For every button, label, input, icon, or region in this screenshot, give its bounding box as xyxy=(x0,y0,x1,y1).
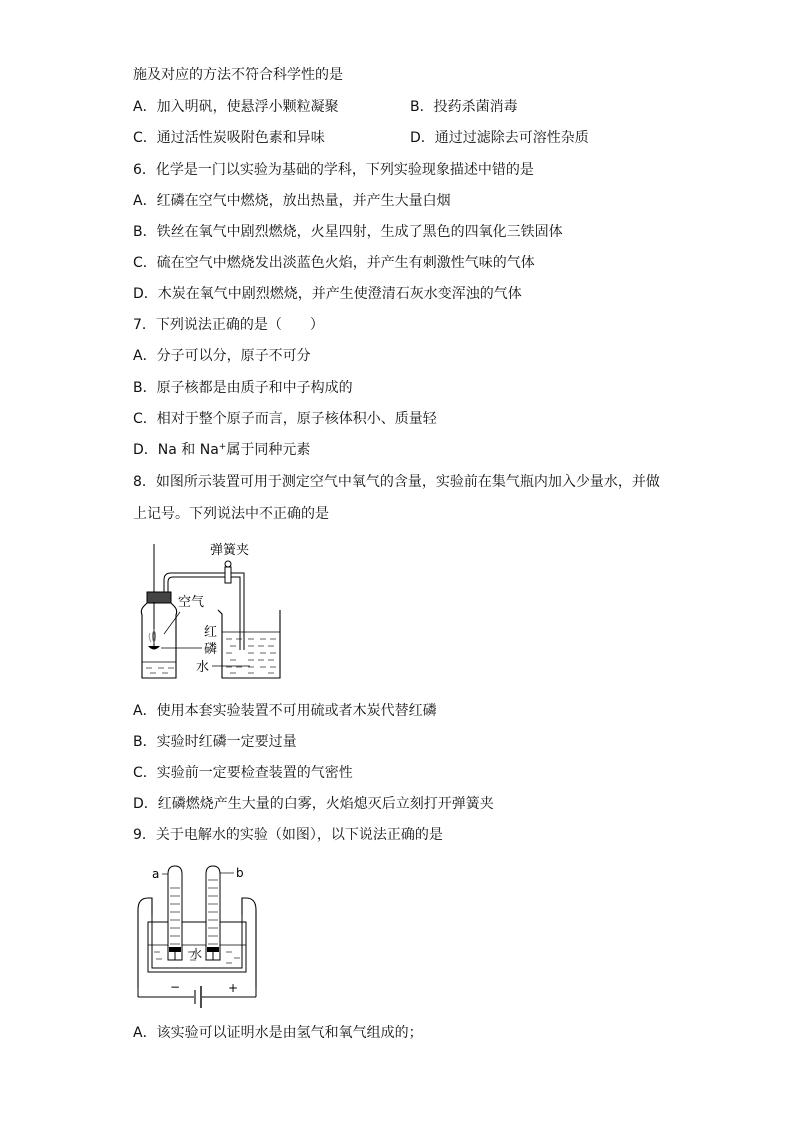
q7-option-b: B．原子核都是由质子和中子构成的 xyxy=(133,380,353,396)
q9-option-a: A．该实验可以证明水是由氢气和氧气组成的； xyxy=(133,1025,423,1041)
q7-option-d-superscript: + xyxy=(218,442,227,452)
q6-option-d: D．木炭在氧气中剧烈燃烧，并产生使澄清石灰水变浑浊的气体 xyxy=(133,286,522,302)
q6-option-b: B．铁丝在氧气中剧烈燃烧，火星四射，生成了黑色的四氧化三铁固体 xyxy=(133,224,563,240)
phosphorus-apparatus-figure xyxy=(130,540,290,685)
tube-b-label: b xyxy=(236,866,244,880)
q7-option-a: A．分子可以分，原子不可分 xyxy=(133,348,311,364)
q8-option-b: B．实验时红磷一定要过量 xyxy=(133,734,297,750)
positive-terminal-label: + xyxy=(228,981,239,995)
electrolysis-apparatus-figure xyxy=(130,860,265,1010)
q7-option-d xyxy=(133,441,310,459)
tube-a-label: a xyxy=(152,867,160,881)
q7-option-d-pre: D．Na 和 Na xyxy=(133,442,219,458)
q5-option-d: D．通过过滤除去可溶性杂质 xyxy=(410,130,589,146)
q7-option-d-post: 属于同种元素 xyxy=(226,442,311,458)
q6-option-c: C．硫在空气中燃烧发出淡蓝色火焰，并产生有刺激性气味的气体 xyxy=(133,255,535,271)
water-label: 水 xyxy=(196,660,210,675)
clamp-label: 弹簧夹 xyxy=(210,543,250,558)
q5-option-a: A．加入明矾，使悬浮小颗粒凝聚 xyxy=(133,99,339,115)
q8-option-a: A．使用本套实验装置不可用硫或者木炭代替红磷 xyxy=(133,703,437,719)
q5-option-c: C．通过活性炭吸附色素和异味 xyxy=(133,130,325,146)
q5-option-b: B．投药杀菌消毒 xyxy=(410,99,518,115)
air-label: 空气 xyxy=(178,595,205,610)
negative-terminal-label: − xyxy=(170,980,181,994)
q7-stem: 7．下列说法正确的是（ ） xyxy=(133,317,324,333)
q8-stem-line1: 8．如图所示装置可用于测定空气中氧气的含量，实验前在集气瓶内加入少量水，并做 xyxy=(133,474,660,490)
q6-option-a: A．红磷在空气中燃烧，放出热量，并产生大量白烟 xyxy=(133,193,451,209)
q8-stem-line2: 上记号。下列说法中不正确的是 xyxy=(133,506,329,522)
q7-option-c: C．相对于整个原子而言，原子核体积小、质量轻 xyxy=(133,411,437,427)
q8-option-d: D．红磷燃烧产生大量的白雾，火焰熄灭后立刻打开弹簧夹 xyxy=(133,796,494,812)
water-label: 水 xyxy=(190,947,203,961)
q9-stem: 9．关于电解水的实验（如图），以下说法正确的是 xyxy=(133,827,443,843)
q8-option-c: C．实验前一定要检查装置的气密性 xyxy=(133,765,353,781)
q5-stem-continuation: 施及对应的方法不符合科学性的是 xyxy=(133,67,343,83)
phosphorus-label-1: 红 xyxy=(204,625,218,640)
phosphorus-label-2: 磷 xyxy=(204,642,218,657)
q6-stem: 6．化学是一门以实验为基础的学科，下列实验现象描述中错的是 xyxy=(133,162,534,178)
